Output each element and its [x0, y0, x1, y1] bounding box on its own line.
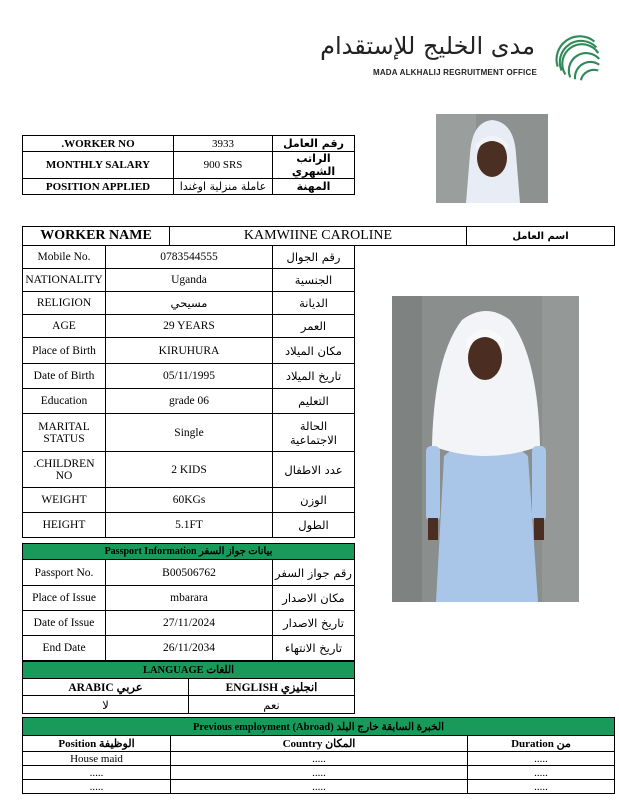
- table-row: [23, 414, 355, 452]
- passport-value: mbarara: [106, 586, 273, 611]
- detail-arabic: الديانة: [273, 292, 355, 315]
- detail-arabic: الطول: [273, 513, 355, 538]
- language-section-title: LANGUAGE اللغات: [23, 662, 355, 679]
- detail-value: 2 KIDS: [106, 452, 273, 488]
- table-row: [23, 452, 355, 488]
- detail-label: Date of Birth: [23, 364, 106, 389]
- table-row: [23, 246, 355, 269]
- detail-value: 29 YEARS: [106, 315, 273, 338]
- table-row: [23, 696, 355, 714]
- passport-label: Place of Issue: [23, 586, 106, 611]
- table-row: [23, 152, 355, 179]
- passport-value: 26/11/2034: [106, 636, 273, 661]
- employment-header-position: Position الوظيفة: [23, 736, 171, 752]
- table-row: [23, 136, 355, 152]
- worker-name-table: [22, 226, 615, 246]
- table-row: [23, 636, 355, 661]
- detail-value: 0783544555: [106, 246, 273, 269]
- table-row: [23, 560, 355, 586]
- table-row: [23, 513, 355, 538]
- detail-value: مسيحي: [106, 292, 273, 315]
- detail-arabic: عدد الاطفال: [273, 452, 355, 488]
- table-row: [23, 364, 355, 389]
- detail-arabic: الوزن: [273, 488, 355, 513]
- table-row: [23, 292, 355, 315]
- table-row: [23, 315, 355, 338]
- table-row: [23, 338, 355, 364]
- table-row: [23, 269, 355, 292]
- worker-no-label: .WORKER NO: [23, 136, 174, 152]
- passport-info-table: [22, 543, 355, 661]
- worker-name-arabic: اسم العامل: [467, 227, 615, 246]
- detail-arabic: مكان الميلاد: [273, 338, 355, 364]
- detail-value: 05/11/1995: [106, 364, 273, 389]
- passport-arabic: مكان الاصدار: [273, 586, 355, 611]
- passport-arabic: تاريخ الانتهاء: [273, 636, 355, 661]
- table-row: [23, 227, 615, 246]
- table-row: [23, 780, 615, 794]
- detail-label: HEIGHT: [23, 513, 106, 538]
- table-row: [23, 736, 615, 752]
- arabic-language-label: ARABIC عربي: [23, 679, 189, 696]
- detail-value: grade 06: [106, 389, 273, 414]
- passport-arabic: رقم جواز السفر: [273, 560, 355, 586]
- previous-employment-table: [22, 717, 615, 794]
- table-row: [23, 389, 355, 414]
- table-row: [23, 752, 615, 766]
- detail-label: MARITAL STATUS: [23, 414, 106, 452]
- employment-cell: .....: [468, 766, 615, 780]
- worker-no-arabic: رقم العامل: [273, 136, 355, 152]
- worker-full-photo: [392, 296, 579, 602]
- employment-header-country: Country المكان: [171, 736, 468, 752]
- detail-label: NATIONALITY: [23, 269, 106, 292]
- passport-label: Passport No.: [23, 560, 106, 586]
- arabic-language-value: لا: [23, 696, 189, 714]
- employment-cell: .....: [171, 766, 468, 780]
- detail-label: WEIGHT: [23, 488, 106, 513]
- employment-header-duration: Duration من: [468, 736, 615, 752]
- worker-name-value: KAMWIINE CAROLINE: [170, 227, 467, 246]
- personal-details-table: [22, 245, 355, 538]
- table-row: [23, 488, 355, 513]
- language-table: [22, 661, 355, 714]
- table-row: [23, 679, 355, 696]
- table-row: [23, 179, 355, 195]
- english-language-value: نعم: [189, 696, 355, 714]
- detail-arabic: رقم الجوال: [273, 246, 355, 269]
- detail-value: 5.1FT: [106, 513, 273, 538]
- table-row: [23, 718, 615, 736]
- passport-value: B00506762: [106, 560, 273, 586]
- worker-headshot-photo: [436, 114, 548, 203]
- detail-arabic: تاريخ الميلاد: [273, 364, 355, 389]
- logo-arabic-text: مدى الخليج للإستقدام: [320, 32, 535, 60]
- detail-value: Uganda: [106, 269, 273, 292]
- worker-name-label: WORKER NAME: [23, 227, 170, 246]
- detail-value: Single: [106, 414, 273, 452]
- employment-cell: .....: [171, 780, 468, 794]
- table-row: [23, 611, 355, 636]
- table-row: [23, 662, 355, 679]
- worker-summary-table: [22, 135, 355, 195]
- passport-label: End Date: [23, 636, 106, 661]
- salary-arabic: الراتب الشهري: [273, 152, 355, 179]
- passport-section-title: Passport Information بيانات جواز السفر: [23, 544, 355, 560]
- detail-value: KIRUHURA: [106, 338, 273, 364]
- company-logo-icon: [548, 28, 606, 86]
- detail-arabic: التعليم: [273, 389, 355, 414]
- table-row: [23, 544, 355, 560]
- employment-cell: .....: [468, 752, 615, 766]
- detail-label: Place of Birth: [23, 338, 106, 364]
- employment-cell: .....: [23, 780, 171, 794]
- employment-section-title: Previous employment (Abroad) الخبرة السابقة خارج البلد: [23, 718, 615, 736]
- detail-label: RELIGION: [23, 292, 106, 315]
- position-label: POSITION APPLIED: [23, 179, 174, 195]
- employment-cell: House maid: [23, 752, 171, 766]
- salary-value: 900 SRS: [174, 152, 273, 179]
- passport-value: 27/11/2024: [106, 611, 273, 636]
- english-language-label: ENGLISH انجليزي: [189, 679, 355, 696]
- employment-cell: .....: [171, 752, 468, 766]
- worker-no-value: 3933: [174, 136, 273, 152]
- passport-label: Date of Issue: [23, 611, 106, 636]
- detail-label: .CHILDREN NO: [23, 452, 106, 488]
- position-value: عاملة منزلية اوغندا: [174, 179, 273, 195]
- detail-label: AGE: [23, 315, 106, 338]
- table-row: [23, 766, 615, 780]
- detail-arabic: الجنسية: [273, 269, 355, 292]
- table-row: [23, 586, 355, 611]
- salary-label: MONTHLY SALARY: [23, 152, 174, 179]
- employment-cell: .....: [23, 766, 171, 780]
- passport-arabic: تاريخ الاصدار: [273, 611, 355, 636]
- position-arabic: المهنة: [273, 179, 355, 195]
- detail-arabic: العمر: [273, 315, 355, 338]
- detail-arabic: الحالة الاجتماعية: [273, 414, 355, 452]
- detail-label: Education: [23, 389, 106, 414]
- employment-cell: .....: [468, 780, 615, 794]
- detail-label: Mobile No.: [23, 246, 106, 269]
- logo-english-text: MADA ALKHALIJ REGRUITMENT OFFICE: [372, 68, 537, 77]
- detail-value: 60KGs: [106, 488, 273, 513]
